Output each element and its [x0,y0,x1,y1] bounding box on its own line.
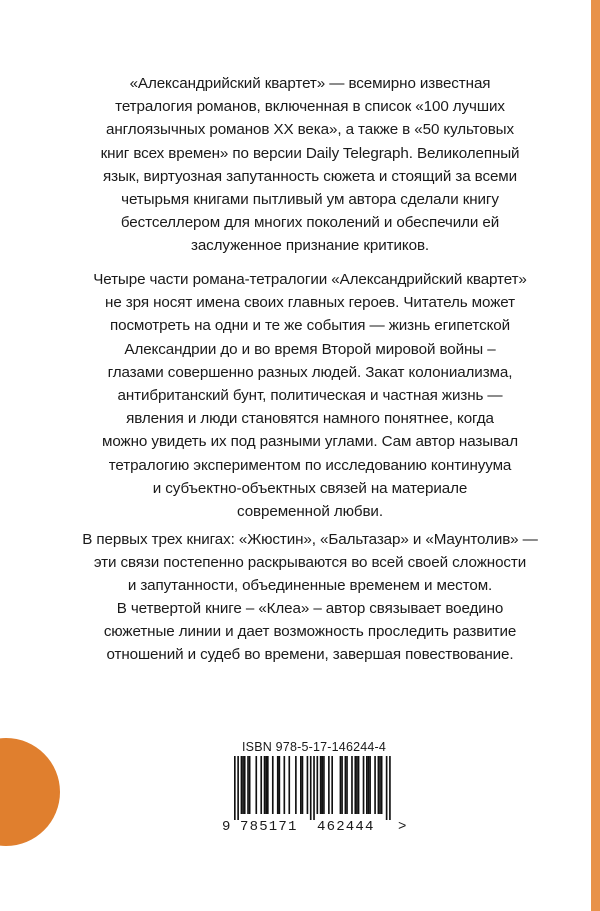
barcode-bar [310,756,312,820]
barcode-bar [331,756,333,814]
barcode-bar [379,756,381,814]
isbn-label: ISBN 978-5-17-146244-4 [242,740,387,754]
text-line: язык, виртуозная запутанность сюжета и стоящий за всеми [102,167,518,185]
barcode-bar [242,756,244,814]
text-line: и запутанности, объединенные временем и местом. [127,577,493,595]
barcode-bar [272,756,274,814]
barcode-digit-first: 9 [222,819,232,835]
barcode-bar [321,756,323,814]
text-line: современной любви. [237,503,383,521]
description-paragraph-4 [80,597,540,667]
barcode-bar [260,756,262,814]
text-line: тетралогию экспериментом по исследованию континуума [108,456,512,474]
barcode-bar [237,756,239,820]
barcode-bar [354,756,356,814]
text-line: отношений и судеб во времени, завершая повествование. [106,646,514,664]
barcode-bar [284,756,286,814]
barcode-bar [241,756,243,814]
barcode-bar [247,756,249,814]
barcode-bar [249,756,251,814]
text-line: можно увидеть их под разными углами. Сам автор называл [102,433,518,451]
barcode-bar [302,756,304,814]
text-line: глазами совершенно разных людей. Закат колониализма, [107,363,513,381]
barcode-bar [234,756,236,820]
text-line: не зря носят имена своих главных героев. Читатель может [105,294,515,312]
barcode-bar [341,756,343,814]
barcode-bar [345,756,347,814]
text-line: «Александрийский квартет» — всемирно известная [129,75,491,92]
barcode-bar [358,756,360,814]
barcode-bar [381,756,383,814]
barcode-bar [366,756,368,814]
text-line: явления и люди становятся намного понятнее, когда [126,410,494,428]
orange-circle-decoration [0,738,60,846]
barcode-bar [356,756,358,814]
text-line: заслуженное признание критиков. [190,237,430,255]
text-line: четырьмя книгами пытливый ум автора сделали книгу [121,191,499,209]
barcode-bar [351,756,353,814]
text-line: и субъектно-объектных связей на материале [152,479,468,497]
barcode-bar [328,756,330,814]
text-line: антибританский бунт, политическая и частная жизнь — [117,387,503,405]
barcode-bar [346,756,348,814]
barcode-digits-right: 462444 [317,819,375,835]
barcode-bar [307,756,309,814]
barcode-bar [369,756,371,814]
barcode-bar [288,756,290,814]
barcode-bar [279,756,281,814]
text-line: посмотреть на одни и те же события — жизнь египетской [109,317,511,335]
description-paragraph-1 [80,72,540,258]
barcode-arrow: > [398,819,408,835]
barcode-bar [378,756,380,814]
barcode-bar [244,756,246,814]
orange-edge-strip [591,0,600,911]
text-line: бестселлером для многих поколений и обеспечили ей [120,214,500,232]
barcode-bar [264,756,266,814]
barcode-bar [320,756,322,814]
text-line: книг всех времен» по версии Daily Telegraph. Великолепный [100,144,520,162]
barcode-bar [340,756,342,814]
text-line: эти связи постепенно раскрываются во всей своей сложности [93,554,527,572]
description-paragraph-2 [80,268,540,523]
text-line: англоязычных романов XX века», а также в «50 культовых [106,121,514,139]
barcode-bar [255,756,257,814]
barcode-bar [323,756,325,814]
barcode-bar [317,756,319,814]
barcode-bar [295,756,297,814]
barcode-digits-left: 785171 [240,819,298,835]
text-line: тетралогия романов, включенная в список «100 лучших [115,98,505,116]
isbn-barcode [222,740,412,836]
barcode-bar [368,756,370,814]
barcode-bar [374,756,376,814]
text-line: Александрии до и во время Второй мировой войны – [124,340,496,358]
text-line: Четыре части романа-тетралогии «Александрийский квартет» [93,271,527,288]
barcode-bar [389,756,391,820]
barcode-bar [277,756,279,814]
text-line: В четвертой книге – «Клеа» – автор связывает воедино [116,600,504,617]
barcode-bar [313,756,315,820]
barcode-bar [267,756,269,814]
description-paragraph-3 [80,528,540,598]
barcode-bar [363,756,365,814]
barcode-bar [386,756,388,820]
barcode-bar [300,756,302,814]
text-line: сюжетные линии и дает возможность проследить развитие [103,623,517,641]
barcode-bar [265,756,267,814]
barcode-bars [222,756,412,822]
text-line: В первых трех книгах: «Жюстин», «Бальтазар» и «Маунтолив» — [82,531,538,548]
